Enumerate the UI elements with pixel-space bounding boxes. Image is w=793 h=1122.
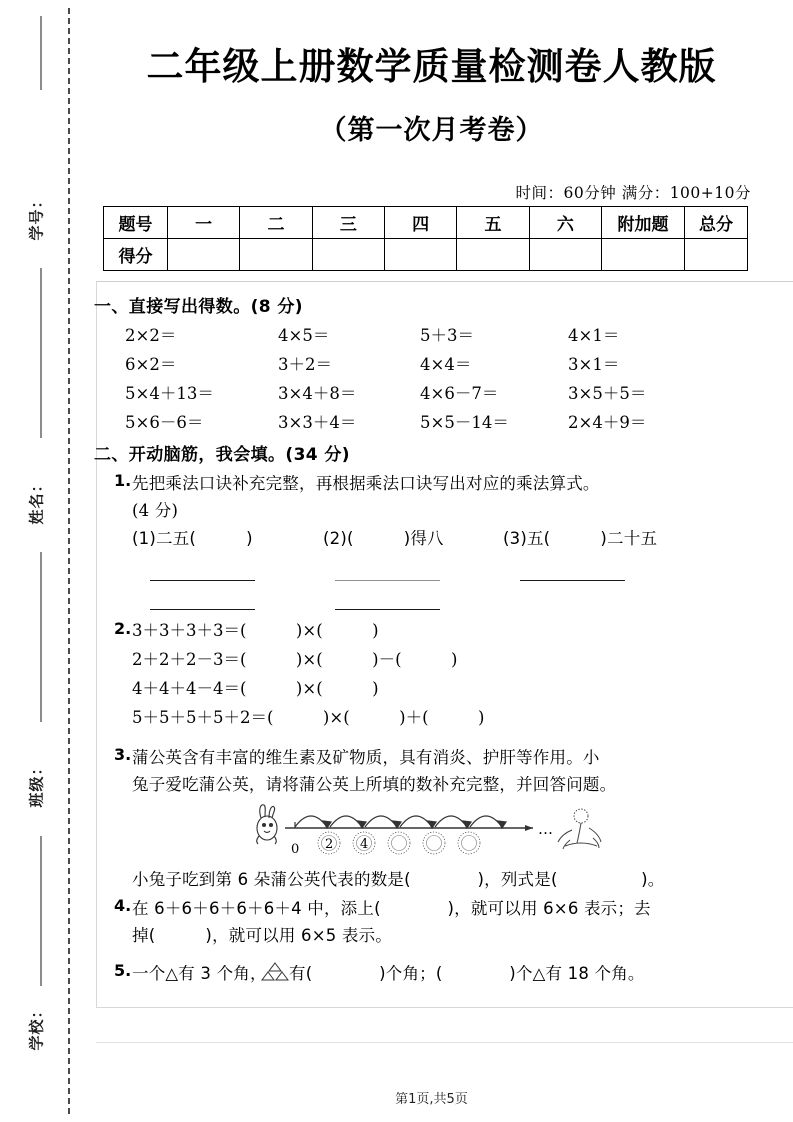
item-4-line-2[interactable]: 掉( )，就可以用 6×5 表示。 bbox=[132, 926, 392, 945]
item-3-line-1: 蒲公英含有丰富的维生素及矿物质，具有消炎、护肝等作用。小 bbox=[132, 748, 600, 767]
item-2-equation-4[interactable]: 5＋5＋5＋5＋2＝( )×( )＋( ) bbox=[132, 708, 485, 727]
dandelion-5 bbox=[458, 832, 480, 854]
item-1-line-1: 先把乘法口诀补充完整，再根据乘法口诀写出对应的乘法算式。 bbox=[132, 474, 600, 493]
item-3-line-2: 兔子爱吃蒲公英，请将蒲公英上所填的数补充完整，并回答问题。 bbox=[132, 775, 617, 794]
q1-r1-c1: 2×2＝ bbox=[125, 326, 177, 345]
item-1-blank-1[interactable]: (1)二五( ) bbox=[132, 529, 253, 548]
label-dandelion-2: 4 bbox=[360, 837, 369, 852]
score-table bbox=[103, 206, 748, 271]
page-footer: 第1页,共5页 bbox=[395, 1092, 468, 1107]
answer-blank-line-3[interactable] bbox=[520, 580, 625, 581]
margin-rule bbox=[40, 16, 42, 90]
q1-r4-c3: 5×5－14＝ bbox=[420, 413, 509, 432]
q1-r4-c1: 5×6－6＝ bbox=[125, 413, 204, 432]
q1-r3-c4: 3×5＋5＝ bbox=[568, 384, 647, 403]
answer-blank-line-5[interactable] bbox=[335, 609, 440, 610]
q1-r2-c4: 3×1＝ bbox=[568, 355, 620, 374]
hop-arcs bbox=[295, 816, 506, 828]
margin-label-name: 姓名： bbox=[27, 476, 46, 525]
answer-blank-line-4[interactable] bbox=[150, 609, 255, 610]
q1-r1-c4: 4×1＝ bbox=[568, 326, 620, 345]
section-2-heading: 二、开动脑筋，我会填。(34 分) bbox=[94, 445, 350, 465]
exam-page bbox=[70, 0, 793, 1122]
score-table-col-6: 六 bbox=[529, 207, 601, 239]
item-1-points: (4 分) bbox=[132, 501, 179, 520]
item-2-number: 2. bbox=[114, 619, 132, 638]
axis-arrow-head bbox=[525, 825, 533, 831]
item-1-blank-2[interactable]: (2)( )得八 bbox=[323, 529, 444, 548]
label-origin: 0 bbox=[291, 842, 300, 857]
item-5-number: 5. bbox=[114, 961, 132, 980]
binding-margin-strip bbox=[0, 0, 70, 1122]
score-table-col-5: 五 bbox=[457, 207, 529, 239]
q1-r2-c2: 3＋2＝ bbox=[278, 355, 332, 374]
answer-blank-line-1[interactable] bbox=[150, 580, 255, 581]
margin-label-student-id: 学号： bbox=[27, 192, 46, 241]
dandelion-plant-icon bbox=[558, 809, 601, 849]
item-2-equation-3[interactable]: 4＋4＋4－4＝( )×( ) bbox=[132, 679, 379, 698]
section-1-heading: 一、直接写出得数。(8 分) bbox=[94, 297, 303, 317]
q1-r4-c4: 2×4＋9＝ bbox=[568, 413, 647, 432]
dandelion-4 bbox=[423, 832, 445, 854]
number-line-svg bbox=[245, 798, 615, 860]
q1-r1-c2: 4×5＝ bbox=[278, 326, 330, 345]
score-table-col-bonus: 附加题 bbox=[602, 207, 685, 239]
margin-rule bbox=[40, 268, 42, 438]
item-5-line-a: 一个△有 3 个角， bbox=[132, 964, 267, 983]
score-cell-5[interactable] bbox=[457, 239, 529, 271]
table-row-scores bbox=[104, 239, 748, 271]
score-cell-1[interactable] bbox=[168, 239, 240, 271]
score-cell-total[interactable] bbox=[685, 239, 748, 271]
answer-blank-line-2[interactable] bbox=[335, 580, 440, 581]
q1-r2-c3: 4×4＝ bbox=[420, 355, 472, 374]
score-table-row-label: 题号 bbox=[104, 207, 168, 239]
label-dandelion-1: 2 bbox=[325, 837, 334, 852]
item-1-blank-3[interactable]: (3)五( )二十五 bbox=[503, 529, 658, 548]
item-3-number: 3. bbox=[114, 745, 132, 764]
triangle-cluster-icon bbox=[260, 962, 290, 981]
number-line-illustration bbox=[245, 798, 615, 860]
margin-label-class: 班级： bbox=[27, 759, 46, 808]
label-ellipsis: … bbox=[538, 820, 553, 838]
score-cell-6[interactable] bbox=[529, 239, 601, 271]
table-row-question-numbers bbox=[104, 207, 748, 239]
score-table-col-4: 四 bbox=[384, 207, 456, 239]
exam-meta-info: 时间：60分钟 满分：100+10分 bbox=[515, 184, 751, 202]
item-3-question[interactable]: 小兔子吃到第 6 朵蒲公英代表的数是( )，列式是( )。 bbox=[132, 870, 665, 889]
score-table-col-3: 三 bbox=[312, 207, 384, 239]
score-table-col-1: 一 bbox=[168, 207, 240, 239]
margin-rule bbox=[40, 552, 42, 722]
score-cell-bonus[interactable] bbox=[602, 239, 685, 271]
margin-label-school: 学校： bbox=[27, 1002, 46, 1051]
rabbit-icon bbox=[257, 805, 277, 844]
item-2-equation-2[interactable]: 2＋2＋2－3＝( )×( )－( ) bbox=[132, 650, 458, 669]
score-cell-2[interactable] bbox=[240, 239, 312, 271]
q1-r3-c1: 5×4＋13＝ bbox=[125, 384, 214, 403]
item-4-number: 4. bbox=[114, 896, 132, 915]
q1-r3-c2: 3×4＋8＝ bbox=[278, 384, 357, 403]
score-cell-3[interactable] bbox=[312, 239, 384, 271]
item-2-equation-1[interactable]: 3＋3＋3＋3＝( )×( ) bbox=[132, 621, 379, 640]
score-table-row-label: 得分 bbox=[104, 239, 168, 271]
q1-r2-c1: 6×2＝ bbox=[125, 355, 177, 374]
item-4-line-1[interactable]: 在 6＋6＋6＋6＋6＋4 中，添上( )，就可以用 6×6 表示；去 bbox=[132, 899, 651, 918]
margin-rule bbox=[40, 836, 42, 986]
dandelion-3 bbox=[388, 832, 410, 854]
score-cell-4[interactable] bbox=[384, 239, 456, 271]
page-subtitle: （第一次月考卷） bbox=[319, 115, 544, 146]
page-title: 二年级上册数学质量检测卷人教版 bbox=[146, 44, 717, 88]
q1-r1-c3: 5＋3＝ bbox=[420, 326, 474, 345]
item-1-number: 1. bbox=[114, 471, 132, 490]
content-frame-border-lower bbox=[96, 1042, 793, 1082]
dandelion-flowers bbox=[318, 832, 480, 854]
score-table-col-total: 总分 bbox=[685, 207, 748, 239]
q1-r3-c3: 4×6－7＝ bbox=[420, 384, 499, 403]
q1-r4-c2: 3×3＋4＝ bbox=[278, 413, 357, 432]
item-5-line-b[interactable]: 有( )个角；( )个△有 18 个角。 bbox=[289, 964, 645, 983]
score-table-col-2: 二 bbox=[240, 207, 312, 239]
